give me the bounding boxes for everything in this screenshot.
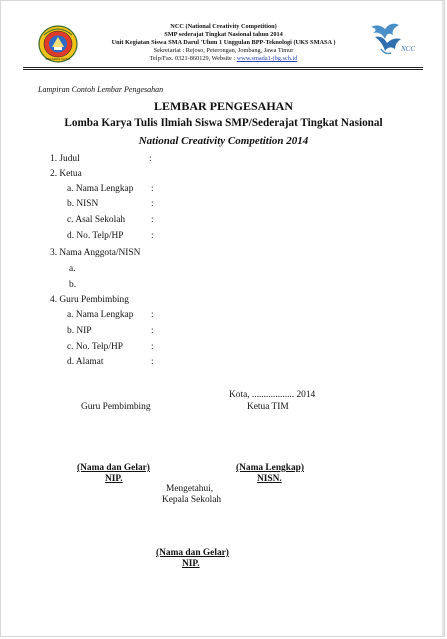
team-leader-label: Ketua TIM [247, 402, 289, 412]
field-ketua-nama-label: a. Nama Lengkap [67, 184, 134, 194]
principal-name-placeholder: (Nama dan Gelar) [156, 548, 229, 558]
city-date-line: Kota, .................. 2014 [229, 390, 316, 400]
competition-name: National Creativity Competition 2014 [138, 135, 309, 147]
field-guru-alamat-label: d. Alamat [67, 357, 104, 367]
field-guru-nama-label: a. Nama Lengkap [67, 310, 134, 320]
header-line-4: Sekretariat : Rejoso, Peterongan, Jombang, Jawa Timur [153, 47, 294, 54]
document-title: LEMBAR PENGESAHAN [153, 99, 293, 113]
header-line-1: NCC (National Creativity Competition) [170, 23, 277, 30]
field-anggota-b: b. [69, 280, 77, 290]
header-line-2: SMP sederajat Tingkat Nasional tahun 2014 [164, 31, 283, 38]
team-leader-nisn: NISN. [257, 474, 282, 484]
field-ketua-sekolah-label: c. Asal Sekolah [67, 215, 126, 225]
advisor-nip: NIP. [105, 474, 123, 484]
field-ketua-nisn-colon: : [151, 199, 154, 209]
header-rule [23, 67, 423, 68]
field-guru-nip-label: b. NIP [67, 326, 92, 336]
field-ketua-nama-colon: : [151, 184, 154, 194]
page-edge-shadow [442, 1, 444, 636]
field-guru-label: 4. Guru Pembimbing [50, 295, 129, 305]
field-guru-nip-colon: : [151, 326, 154, 336]
svg-text:NCC: NCC [401, 45, 416, 53]
field-ketua-sekolah-colon: : [151, 215, 154, 225]
document-subtitle: Lomba Karya Tulis Ilmiah Siswa SMP/Sederajat Tingkat Nasional [64, 117, 383, 129]
header-line-5 [1, 55, 446, 63]
field-judul-label: 1. Judul [50, 154, 80, 164]
team-leader-name-placeholder: (Nama Lengkap) [236, 463, 304, 473]
principal-nip: NIP. [182, 559, 200, 569]
field-ketua-label: 2. Ketua [50, 169, 82, 179]
field-ketua-telp-label: d. No. Telp/HP [67, 231, 124, 241]
field-anggota-label: 3. Nama Anggota/NISN [50, 248, 141, 258]
field-anggota-a: a. [69, 264, 76, 274]
advisor-name-placeholder: (Nama dan Gelar) [77, 463, 150, 473]
field-ketua-telp-colon: : [151, 231, 154, 241]
field-judul-colon: : [149, 154, 152, 164]
field-guru-alamat-colon: : [151, 357, 154, 367]
header-line-3: Unit Kegiatan Siswa SMA Darul 'Ulum 1 Unggulan BPP-Teknologi (UKS SMASA ) [111, 39, 336, 46]
field-guru-telp-label: c. No. Telp/HP [67, 342, 123, 352]
field-guru-telp-colon: : [151, 342, 154, 352]
website-link[interactable]: www.smada1-jbg.sch.id [236, 55, 298, 62]
contact-phone: Telp/Fax. 0321-860129, Website : [149, 55, 237, 62]
header-rule-thin [23, 69, 423, 70]
attachment-caption: Lampiran Contoh Lembar Pengesahan [38, 85, 164, 94]
principal-label: Kepala Sekolah [162, 495, 222, 505]
field-guru-nama-colon: : [151, 310, 154, 320]
advisor-label: Guru Pembimbing [81, 402, 151, 412]
field-ketua-nisn-label: b. NISN [67, 199, 99, 209]
svg-text:SMA DARUL ULUM 1: SMA DARUL ULUM 1 [45, 58, 71, 61]
acknowledged-label: Mengetahui, [166, 484, 214, 494]
